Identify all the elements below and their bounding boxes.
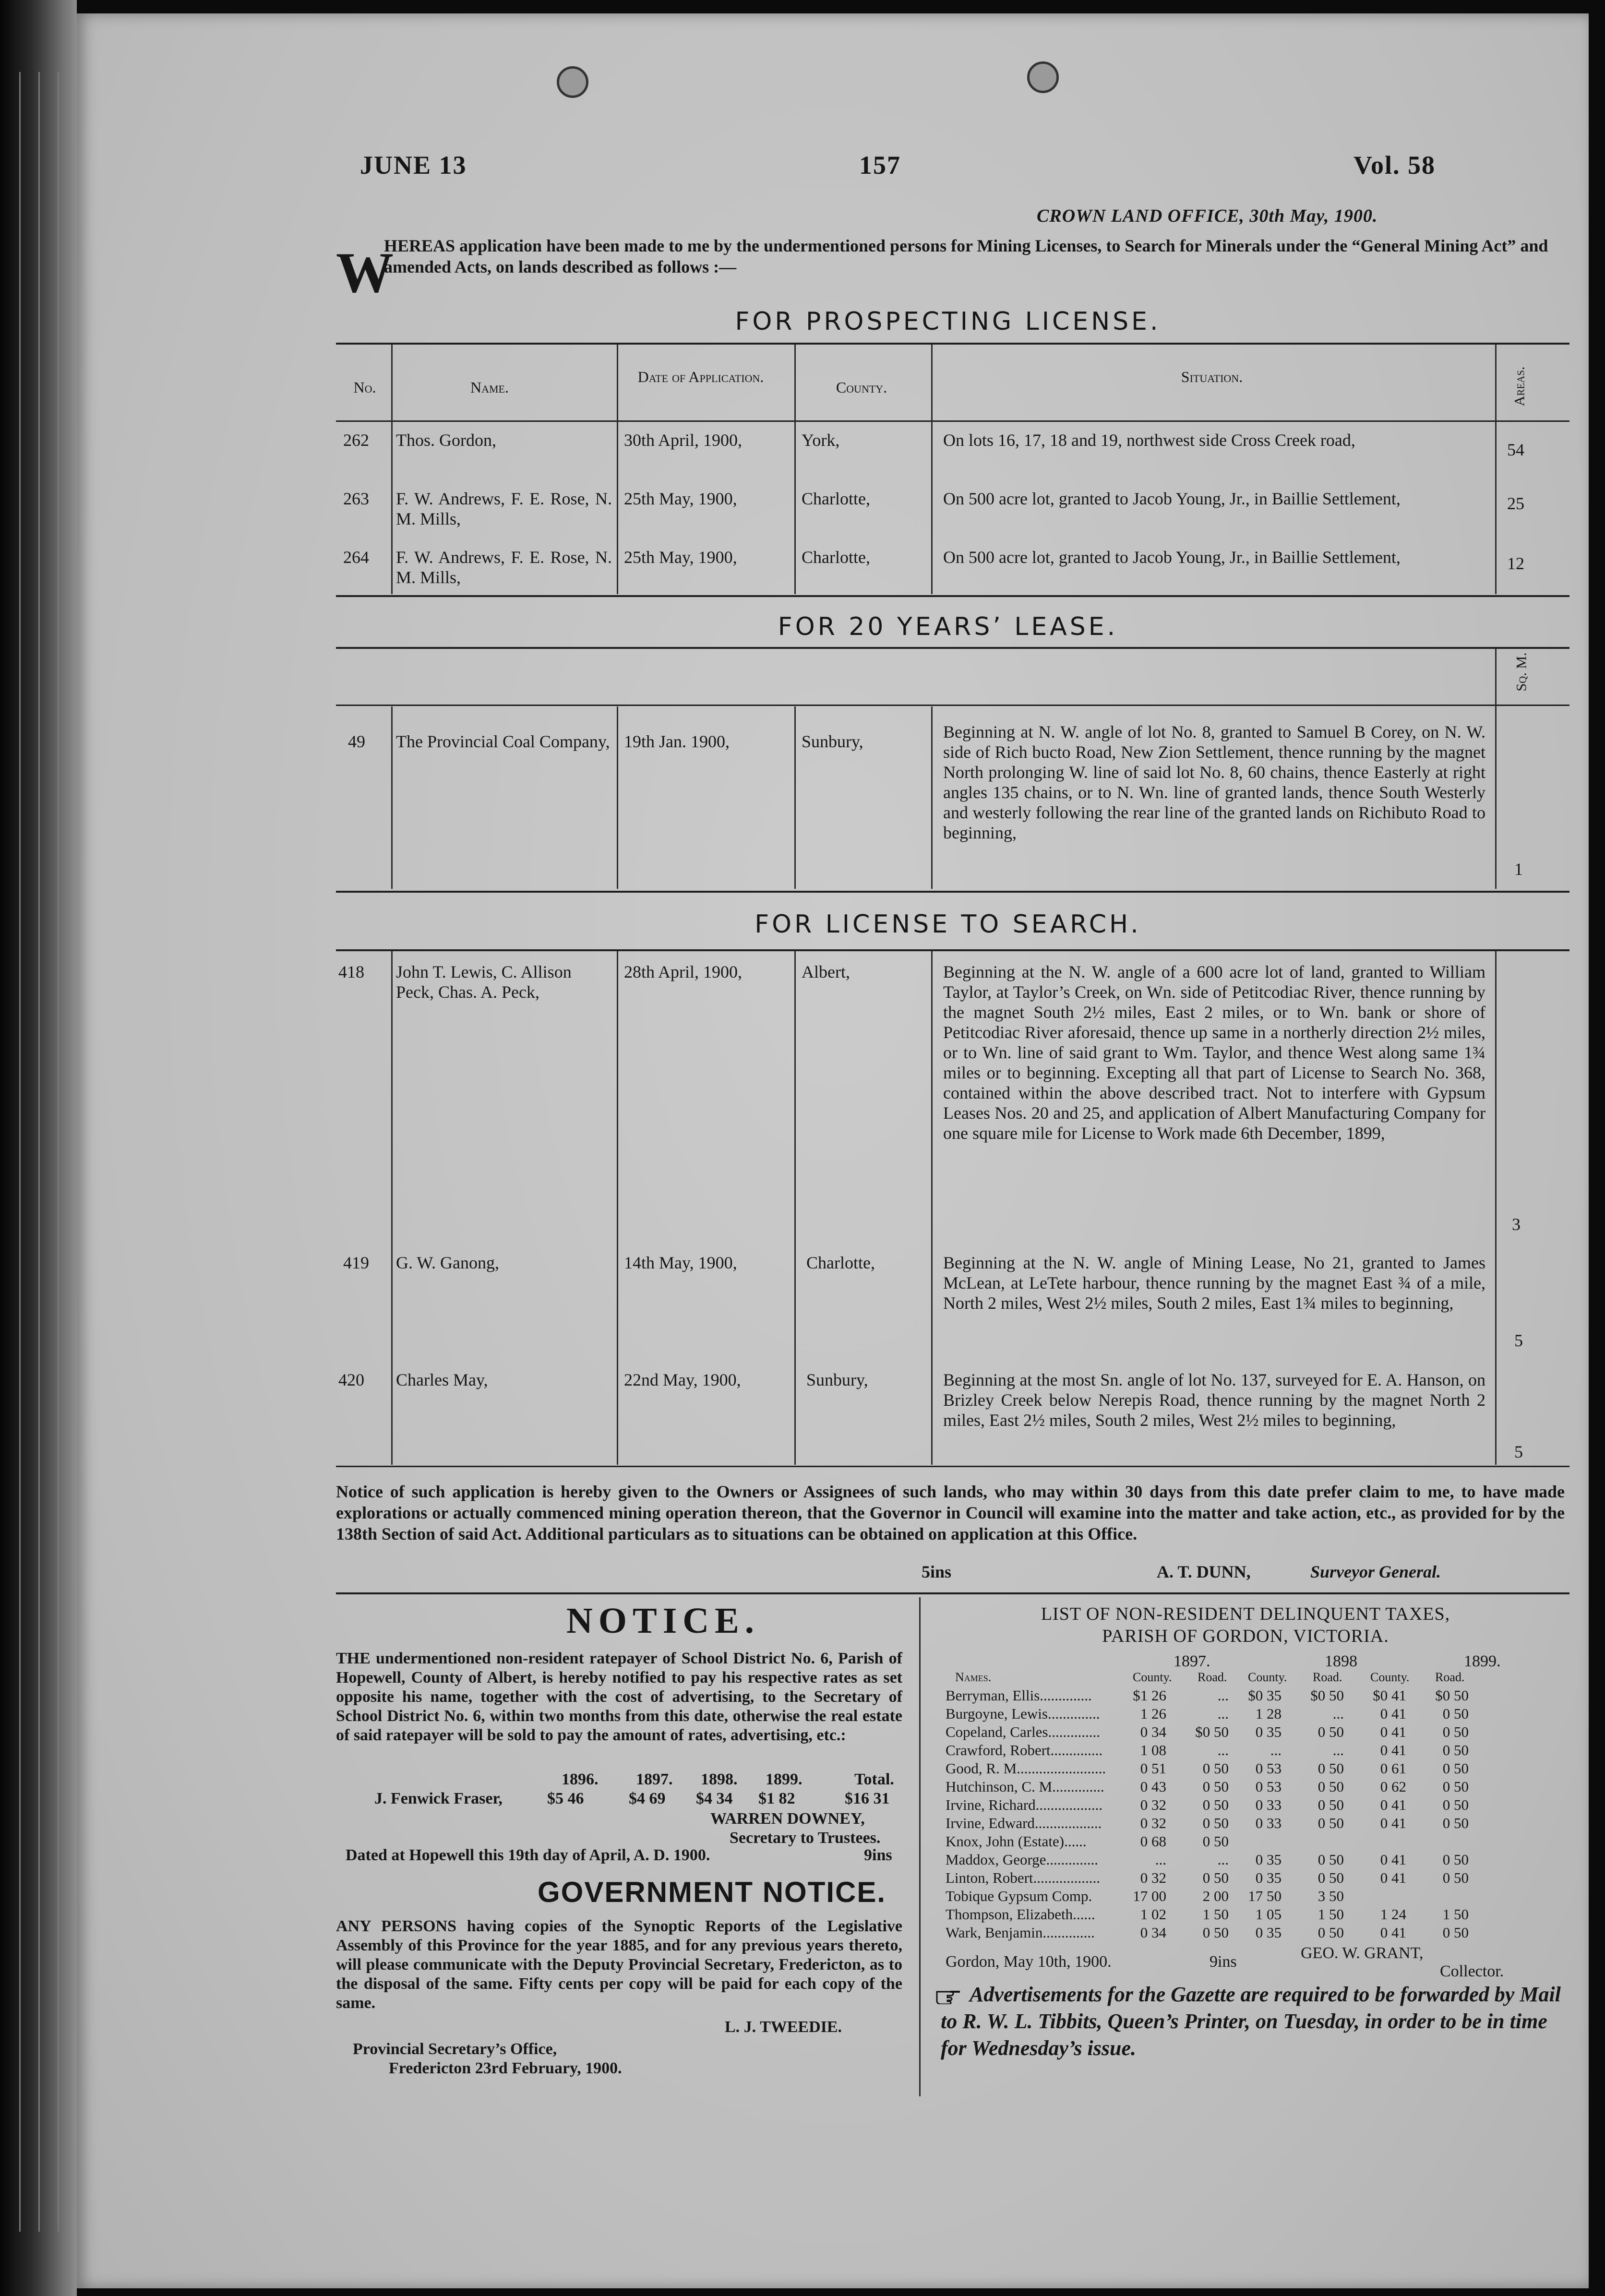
tax-row-amount: 0 32 bbox=[1140, 1815, 1166, 1831]
notice-year: Total. bbox=[854, 1770, 894, 1788]
notice-code: 9ins bbox=[864, 1846, 892, 1864]
tax-row-amount: 1 50 bbox=[1318, 1906, 1344, 1923]
notice-amount: $4 34 bbox=[696, 1790, 733, 1807]
table-top-rule bbox=[336, 949, 1569, 951]
tax-row-name: Knox, John (Estate)...... bbox=[946, 1833, 1087, 1850]
tax-row-amount: 1 24 bbox=[1380, 1906, 1406, 1923]
tax-sub-header: Road. bbox=[1435, 1670, 1465, 1684]
tax-sub-header: Road. bbox=[1198, 1670, 1227, 1684]
tax-row-amount: $1 26 bbox=[1133, 1687, 1166, 1704]
government-notice-title: GOVERNMENT NOTICE. bbox=[538, 1876, 886, 1908]
footer-signature-title: Surveyor General. bbox=[1310, 1562, 1441, 1581]
tax-row-amount: $0 41 bbox=[1373, 1687, 1406, 1704]
area: 12 bbox=[1507, 554, 1524, 573]
tax-row-amount: 0 50 bbox=[1318, 1851, 1344, 1868]
tax-row-amount: ... bbox=[1217, 1687, 1229, 1704]
notice-amount: $5 46 bbox=[547, 1790, 584, 1807]
tax-row-amount: 0 50 bbox=[1318, 1723, 1344, 1740]
tax-row-name: Copeland, Carles.............. bbox=[946, 1723, 1101, 1740]
column-rule bbox=[1495, 649, 1497, 889]
county: Charlotte, bbox=[802, 489, 870, 508]
tax-row-amount: 3 50 bbox=[1318, 1888, 1344, 1904]
notice-amount: $4 69 bbox=[629, 1790, 666, 1807]
county: York, bbox=[802, 430, 840, 450]
row-number: 264 bbox=[343, 548, 369, 567]
tax-row-amount: 0 62 bbox=[1380, 1778, 1406, 1795]
tax-footer-place-date: Gordon, May 10th, 1900. bbox=[946, 1953, 1112, 1971]
tax-sub-header: County. bbox=[1133, 1670, 1172, 1684]
tax-row-name: Hutchinson, C. M.............. bbox=[946, 1778, 1104, 1795]
tax-row-amount: 0 50 bbox=[1202, 1869, 1229, 1886]
tax-row-amount: 0 50 bbox=[1442, 1924, 1469, 1941]
notice-year: 1897. bbox=[636, 1770, 673, 1788]
tax-names-header: Names. bbox=[955, 1670, 992, 1684]
column-rule bbox=[931, 706, 933, 889]
footer-notice-code: 5ins bbox=[922, 1562, 952, 1581]
column-rule bbox=[391, 345, 393, 594]
tax-row-amount: 0 41 bbox=[1380, 1742, 1406, 1758]
row-number: 49 bbox=[348, 732, 365, 751]
tax-row-amount: 0 50 bbox=[1318, 1778, 1344, 1795]
government-notice-place-date: Fredericton 23rd February, 1900. bbox=[389, 2059, 622, 2077]
tax-row-amount: 0 50 bbox=[1202, 1924, 1229, 1941]
tax-row-name: Irvine, Edward.................. bbox=[946, 1815, 1102, 1831]
intro-dropcap: W bbox=[336, 240, 394, 304]
tax-row-amount: ... bbox=[1217, 1851, 1229, 1868]
tax-row-amount: 1 28 bbox=[1255, 1705, 1282, 1722]
application-date: 28th April, 1900, bbox=[624, 962, 743, 981]
tax-row-amount: 0 35 bbox=[1255, 1869, 1282, 1886]
tax-row-amount: 0 61 bbox=[1380, 1760, 1406, 1777]
situation: Beginning at the most Sn. angle of lot No. 137, surveyed for E. A. Hanson, on Brizley Creek below Nerepis Road, thence running by the magnet North 2 miles, East 2½ miles, South 2 miles, West 2½ miles to beginning, bbox=[943, 1370, 1485, 1430]
table-top-rule bbox=[336, 647, 1569, 649]
situation: On 500 acre lot, granted to Jacob Young, Jr., in Baillie Settlement, bbox=[943, 489, 1401, 508]
intro-paragraph: HEREAS application have been made to me by the undermentioned persons for Mining Licenses, to Search for Minerals under the “General Mining Act” and amended Acts, on lands described as follows :— bbox=[384, 236, 1548, 276]
tax-row-amount: 0 50 bbox=[1442, 1742, 1469, 1758]
tax-collector-title: Collector. bbox=[1440, 1962, 1504, 1980]
tax-sub-header: County. bbox=[1248, 1670, 1287, 1684]
tax-row-amount: 0 50 bbox=[1202, 1796, 1229, 1813]
row-number: 418 bbox=[338, 962, 364, 981]
tax-row-amount: 1 50 bbox=[1202, 1906, 1229, 1923]
situation: Beginning at the N. W. angle of a 600 acre lot of land, granted to William Taylor, at Taylor’s Creek, on Wn. side of Petitcodiac River, thence running by the magnet South 2½ miles, East 2 miles, or to Wn. bank or shore of Petitcodiac River aforesaid, thence up same in a northerly direction 2½ miles, or to Wn. line of said grant to Wm. Taylor, and thence West along same 1¾ miles or to beginning. Excepting all that part of License to Search No. 368, contained within the above described tract. Not to interfere with Gypsum Leases Nos. 20 and 25, and application of Albert Manufacturing Company for one square mile for License to Work made 6th December, 1899, bbox=[943, 962, 1485, 1143]
page-edge-line bbox=[19, 72, 21, 2232]
row-number: 263 bbox=[343, 489, 369, 508]
notice-signer-title: Secretary to Trustees. bbox=[730, 1829, 881, 1847]
tax-row-name: Maddox, George.............. bbox=[946, 1851, 1098, 1868]
row-number: 262 bbox=[343, 430, 369, 450]
tax-row-amount: 1 02 bbox=[1140, 1906, 1166, 1923]
applicant-name: Charles May, bbox=[396, 1370, 488, 1389]
tax-row-amount: 0 50 bbox=[1442, 1778, 1469, 1795]
tax-row-amount: 0 34 bbox=[1140, 1723, 1166, 1740]
tax-row-amount: 0 34 bbox=[1140, 1924, 1166, 1941]
tax-row-amount: 0 41 bbox=[1380, 1869, 1406, 1886]
notice-amount: $16 31 bbox=[845, 1790, 890, 1807]
tax-row-amount: 0 50 bbox=[1318, 1815, 1344, 1831]
applicant-name: John T. Lewis, C. Allison Peck, Chas. A. Peck, bbox=[396, 962, 572, 1002]
bottom-section-rule bbox=[336, 1592, 1569, 1594]
tax-row-amount: $0 50 bbox=[1310, 1687, 1344, 1704]
column-rule bbox=[794, 706, 796, 889]
tax-row-amount: 0 50 bbox=[1442, 1869, 1469, 1886]
col-header-no: No. bbox=[353, 379, 376, 396]
tax-row-amount: $0 50 bbox=[1195, 1723, 1229, 1740]
area: 5 bbox=[1514, 1331, 1523, 1350]
application-date: 25th May, 1900, bbox=[624, 489, 737, 508]
tax-row-amount: 0 50 bbox=[1202, 1833, 1229, 1850]
tax-row-amount: 0 50 bbox=[1318, 1796, 1344, 1813]
tax-row-amount: 0 51 bbox=[1140, 1760, 1166, 1777]
page-edge-line bbox=[58, 72, 59, 2232]
tax-row-amount: 0 41 bbox=[1380, 1705, 1406, 1722]
tax-row-name: Good, R. M........................ bbox=[946, 1760, 1106, 1777]
col-header-date: Date of Application. bbox=[637, 368, 764, 385]
col-header-name: Name. bbox=[470, 379, 509, 396]
section-bottom-rule bbox=[336, 891, 1569, 893]
tax-row-amount: 17 50 bbox=[1248, 1888, 1282, 1904]
area: 5 bbox=[1514, 1442, 1523, 1461]
tax-row-name: Crawford, Robert.............. bbox=[946, 1742, 1103, 1758]
header-date: JUNE 13 bbox=[360, 151, 467, 179]
header-volume: Vol. 58 bbox=[1353, 151, 1436, 179]
tax-row-name: Irvine, Richard.................. bbox=[946, 1796, 1103, 1813]
header-bottom-rule bbox=[336, 420, 1569, 422]
county: Sunbury, bbox=[802, 732, 863, 751]
column-rule bbox=[391, 706, 393, 889]
situation: Beginning at the N. W. angle of Mining Lease, No 21, granted to James McLean, at LeTete harbour, thence running by the magnet East ¾ of a mile, North 2 miles, West 2½ miles, South 2 miles, East 1¾ miles to beginning, bbox=[943, 1253, 1485, 1313]
tax-row-amount: 0 41 bbox=[1380, 1851, 1406, 1868]
tax-row-name: Berryman, Ellis.............. bbox=[946, 1687, 1092, 1704]
column-rule bbox=[794, 345, 796, 594]
tax-year-header: 1897. bbox=[1174, 1652, 1210, 1670]
column-rule bbox=[617, 706, 618, 889]
header-bottom-rule bbox=[336, 705, 1569, 706]
area: 3 bbox=[1512, 1215, 1521, 1234]
tax-sub-header: County. bbox=[1370, 1670, 1410, 1684]
tax-row-amount: 17 00 bbox=[1133, 1888, 1166, 1904]
tax-row-name: Burgoyne, Lewis.............. bbox=[946, 1705, 1100, 1722]
county: Sunbury, bbox=[806, 1370, 868, 1389]
advertisement-notice: Advertisements for the Gazette are required to be forwarded by Mail to R. W. L. Tibbits, Queen’s Printer, on Tuesday, in order to be in time for Wednesday’s issue. bbox=[941, 1983, 1561, 2060]
tax-row-amount: 1 08 bbox=[1140, 1742, 1166, 1758]
tax-row-amount: 0 50 bbox=[1442, 1760, 1469, 1777]
tax-list-title-line1: LIST OF NON-RESIDENT DELINQUENT TAXES, bbox=[1041, 1604, 1450, 1624]
col-header-sq-m: Sq. M. bbox=[1513, 652, 1530, 692]
application-date: 14th May, 1900, bbox=[624, 1253, 737, 1272]
tax-row-amount: 0 50 bbox=[1442, 1796, 1469, 1813]
situation: On lots 16, 17, 18 and 19, northwest side Cross Creek road, bbox=[943, 430, 1355, 450]
tax-row-amount: 0 41 bbox=[1380, 1796, 1406, 1813]
tax-row-amount: 0 50 bbox=[1442, 1705, 1469, 1722]
government-notice-office: Provincial Secretary’s Office, bbox=[353, 2040, 557, 2058]
applicant-name: The Provincial Coal Company, bbox=[396, 732, 610, 751]
tax-row-name: Tobique Gypsum Comp. bbox=[946, 1888, 1092, 1904]
column-divider bbox=[919, 1597, 921, 2096]
situation: Beginning at N. W. angle of lot No. 8, granted to Samuel B Corey, on N. W. side of Rich bucto Road, New Zion Settlement, thence running by the magnet North prolonging W. line of said lot No. 8, 60 chains, thence Easterly at right angles 135 chains, or to N. Wn. line of granted lands, thence South Westerly and westerly following the rear line of the granted lands on Richibuto Road to beginning, bbox=[943, 722, 1485, 842]
tax-row-amount: 0 53 bbox=[1255, 1760, 1282, 1777]
tax-row-amount: ... bbox=[1332, 1742, 1344, 1758]
notice-body: THE undermentioned non-resident ratepayer of School District No. 6, Parish of Hopewell, County of Albert, is hereby notified to pay his respective rates as set opposite his name, together with the cost of advertising, to the Secretary of School District No. 6, within two months from this date, otherwise the real estate of said ratepayer will be sold to pay the amount of rates, advertising, etc.: bbox=[336, 1650, 902, 1744]
tax-row-amount: 0 35 bbox=[1255, 1723, 1282, 1740]
column-rule bbox=[617, 951, 618, 1465]
tax-row-amount: 0 50 bbox=[1318, 1760, 1344, 1777]
notice-dated-line: Dated at Hopewell this 19th day of April, A. D. 1900. bbox=[346, 1846, 710, 1864]
tax-row-amount: 0 50 bbox=[1202, 1815, 1229, 1831]
section-title-search: FOR LICENSE TO SEARCH. bbox=[755, 910, 1141, 939]
tax-row-amount: 1 26 bbox=[1140, 1705, 1166, 1722]
section-title-prospecting: FOR PROSPECTING LICENSE. bbox=[735, 307, 1161, 336]
tax-row-amount: 0 33 bbox=[1255, 1815, 1282, 1831]
notice-payer-name: J. Fenwick Fraser, bbox=[374, 1790, 503, 1807]
tax-row-amount: 0 50 bbox=[1318, 1924, 1344, 1941]
notice-signer: WARREN DOWNEY, bbox=[710, 1810, 865, 1828]
application-date: 30th April, 1900, bbox=[624, 430, 743, 450]
government-notice-signer: L. J. TWEEDIE. bbox=[725, 2018, 842, 2036]
applicant-name: G. W. Ganong, bbox=[396, 1253, 499, 1272]
punch-hole bbox=[557, 66, 588, 98]
applicant-name: Thos. Gordon, bbox=[396, 430, 496, 450]
tax-row-amount: 0 32 bbox=[1140, 1869, 1166, 1886]
tax-row-amount: 0 50 bbox=[1202, 1778, 1229, 1795]
gazette-page bbox=[77, 13, 1589, 2288]
row-number: 420 bbox=[338, 1370, 364, 1389]
tax-row-amount: 0 53 bbox=[1255, 1778, 1282, 1795]
notice-year: 1899. bbox=[766, 1770, 802, 1788]
tax-row-amount: 1 05 bbox=[1255, 1906, 1282, 1923]
tax-footer-code: 9ins bbox=[1210, 1953, 1237, 1971]
tax-row-name: Wark, Benjamin.............. bbox=[946, 1924, 1095, 1941]
tax-row-amount: 0 50 bbox=[1202, 1760, 1229, 1777]
tax-row-amount: 0 32 bbox=[1140, 1796, 1166, 1813]
notice-year: 1896. bbox=[562, 1770, 599, 1788]
column-rule bbox=[391, 951, 393, 1465]
tax-row-amount: 0 68 bbox=[1140, 1833, 1166, 1850]
tax-year-header: 1898 bbox=[1325, 1652, 1357, 1670]
footer-signature-name: A. T. DUNN, bbox=[1157, 1562, 1251, 1581]
application-date: 25th May, 1900, bbox=[624, 548, 737, 567]
situation: On 500 acre lot, granted to Jacob Young, Jr., in Baillie Settlement, bbox=[943, 548, 1401, 567]
crown-land-office-line: CROWN LAND OFFICE, 30th May, 1900. bbox=[1037, 206, 1378, 226]
area: 25 bbox=[1507, 494, 1524, 513]
tax-row-amount: ... bbox=[1217, 1742, 1229, 1758]
tax-row-amount: 1 50 bbox=[1442, 1906, 1469, 1923]
section-title-lease: FOR 20 YEARS’ LEASE. bbox=[778, 612, 1118, 641]
notice-title: NOTICE. bbox=[566, 1601, 760, 1641]
tax-row-amount: ... bbox=[1155, 1851, 1166, 1868]
tax-collector-name: GEO. W. GRANT, bbox=[1301, 1944, 1424, 1962]
application-date: 22nd May, 1900, bbox=[624, 1370, 741, 1389]
tax-row-amount: $0 50 bbox=[1435, 1687, 1469, 1704]
tax-row-amount: 0 43 bbox=[1140, 1778, 1166, 1795]
area: 54 bbox=[1507, 440, 1524, 459]
tax-row-amount: 0 50 bbox=[1442, 1723, 1469, 1740]
footer-notice-paragraph: Notice of such application is hereby given to the Owners or Assignees of such lands, who may within 30 days from this date prefer claim to me, to have made explorations or actually commenced mining operation thereon, that the Governor in Council will examine into the matter and take action, etc., as provided for by the 138th Section of said Act. Additional particulars as to situations can be obtained on application at this Office. bbox=[336, 1482, 1565, 1543]
tax-list-title-line2: PARISH OF GORDON, VICTORIA. bbox=[1102, 1626, 1389, 1646]
tax-row-amount: $0 35 bbox=[1248, 1687, 1282, 1704]
table-top-rule bbox=[336, 343, 1569, 345]
tax-row-amount: ... bbox=[1332, 1705, 1344, 1722]
page-edge-line bbox=[38, 72, 40, 2232]
tax-row-amount: 0 35 bbox=[1255, 1851, 1282, 1868]
column-rule bbox=[1495, 345, 1497, 594]
punch-hole bbox=[1027, 61, 1059, 93]
county: Charlotte, bbox=[806, 1253, 875, 1272]
tax-year-header: 1899. bbox=[1464, 1652, 1501, 1670]
county: Albert, bbox=[802, 962, 850, 981]
tax-row-amount: 0 50 bbox=[1442, 1815, 1469, 1831]
applicant-name: F. W. Andrews, F. E. Rose, N. M. Mills, bbox=[396, 489, 612, 528]
tax-row-amount: ... bbox=[1270, 1742, 1282, 1758]
col-header-situation: Situation. bbox=[1181, 368, 1243, 385]
section-bottom-rule bbox=[336, 595, 1569, 597]
row-number: 419 bbox=[343, 1253, 369, 1272]
tax-row-amount: 0 41 bbox=[1380, 1723, 1406, 1740]
tax-row-name: Thompson, Elizabeth...... bbox=[946, 1906, 1095, 1923]
tax-row-amount: 2 00 bbox=[1202, 1888, 1229, 1904]
header-page-number: 157 bbox=[859, 151, 901, 179]
notice-amount: $1 82 bbox=[758, 1790, 795, 1807]
county: Charlotte, bbox=[802, 548, 870, 567]
area: 1 bbox=[1514, 860, 1523, 879]
column-rule bbox=[931, 951, 933, 1465]
application-date: 19th Jan. 1900, bbox=[624, 732, 730, 751]
section-bottom-rule bbox=[336, 1466, 1569, 1467]
column-rule bbox=[1495, 951, 1497, 1465]
column-rule bbox=[794, 951, 796, 1465]
applicant-name: F. W. Andrews, F. E. Rose, N. M. Mills, bbox=[396, 548, 612, 587]
tax-row-amount: 0 41 bbox=[1380, 1924, 1406, 1941]
tax-row-amount: 0 33 bbox=[1255, 1796, 1282, 1813]
column-rule bbox=[931, 345, 933, 594]
column-rule bbox=[617, 345, 618, 594]
tax-row-amount: ... bbox=[1217, 1705, 1229, 1722]
col-header-county: County. bbox=[836, 379, 887, 396]
tax-sub-header: Road. bbox=[1313, 1670, 1342, 1684]
tax-row-name: Linton, Robert.................. bbox=[946, 1869, 1101, 1886]
tax-row-amount: 0 50 bbox=[1442, 1851, 1469, 1868]
tax-row-amount: 0 35 bbox=[1255, 1924, 1282, 1941]
col-header-areas: Areas. bbox=[1511, 366, 1528, 407]
government-notice-body: ANY PERSONS having copies of the Synoptic Reports of the Legislative Assembly of this Province for the year 1885, and for any previous years thereto, will please communicate with the Deputy Provincial Secretary, Fredericton, as to the disposal of the same. Fifty cents per copy will be paid for each copy of the same. bbox=[336, 1917, 902, 2012]
notice-year: 1898. bbox=[701, 1770, 738, 1788]
tax-row-amount: 0 41 bbox=[1380, 1815, 1406, 1831]
tax-row-amount: 0 50 bbox=[1318, 1869, 1344, 1886]
